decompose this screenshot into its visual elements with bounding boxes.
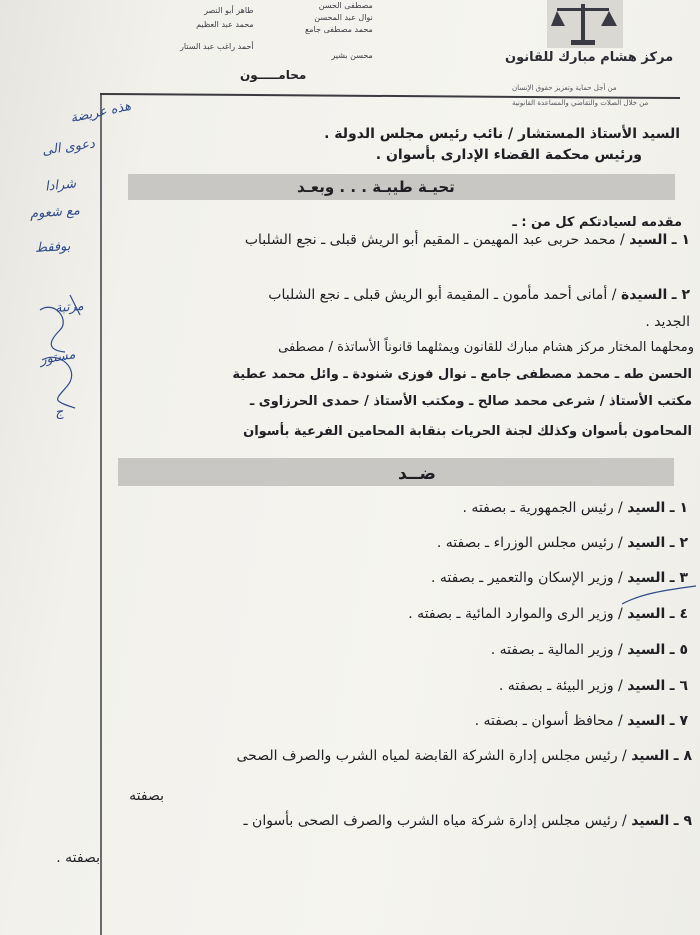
defendant-line bbox=[237, 748, 692, 764]
defendant-continuation: بصفته . bbox=[56, 850, 100, 866]
item-title: السيد bbox=[627, 535, 666, 551]
plaintiff-line bbox=[245, 232, 690, 248]
item-title: السيد bbox=[627, 606, 666, 622]
plaintiff-continuation: الجديد . bbox=[645, 314, 690, 330]
plaintiff-line bbox=[268, 287, 690, 303]
item-title: السيدة bbox=[620, 287, 668, 303]
item-text: / محافظ أسوان ـ بصفته . bbox=[474, 713, 623, 729]
org-tagline-1: من أجل حماية وتعزيز حقوق الإنسان bbox=[512, 84, 617, 92]
item-text: / رئيس مجلس الوزراء ـ بصفته . bbox=[436, 535, 623, 551]
item-title: السيد bbox=[631, 813, 670, 829]
item-text: / أمانى أحمد مأمون ـ المقيمة أبو الريش قبلى ـ نجع الشلباب bbox=[268, 287, 617, 303]
defendant-line bbox=[437, 535, 688, 551]
margin-note: ج bbox=[54, 404, 65, 421]
item-text: / رئيس مجلس إدارة الشركة القابضة لمياه الشرب والصرف الصحى bbox=[236, 748, 627, 764]
item-text: / رئيس مجلس إدارة شركة مياه الشرب والصرف الصحى بأسوان ـ bbox=[243, 813, 627, 829]
handwriting-scribble-icon bbox=[30, 290, 100, 420]
defendant-line bbox=[463, 500, 688, 516]
plaintiffs-heading: مقدمه لسيادتكم كل من : ـ bbox=[512, 215, 682, 230]
item-text: / وزير الإسكان والتعمير ـ بصفته . bbox=[430, 570, 623, 586]
addressee-line-2: ورئيس محكمة القضاء الإدارى بأسوان . bbox=[375, 147, 642, 163]
item-text: / وزير المالية ـ بصفته . bbox=[490, 642, 623, 658]
lawyer-name: محمد عبد العظيم bbox=[196, 20, 254, 29]
lawyer-name: نوال عبد المحسن bbox=[314, 13, 373, 22]
defendant-line bbox=[491, 642, 688, 658]
item-title: السيد bbox=[627, 570, 666, 586]
lawyer-name: أحمد راغب عبد الستار bbox=[180, 42, 254, 51]
representation-line: الحسن طه ـ محمد مصطفى جامع ـ نوال فوزى شنودة ـ وائل محمد عطية bbox=[232, 367, 692, 382]
item-number: ١ ـ bbox=[669, 500, 688, 516]
lawyer-name: مصطفى الحسن bbox=[318, 1, 373, 10]
item-text: / وزير البيئة ـ بصفته . bbox=[498, 678, 623, 694]
item-title: السيد bbox=[631, 748, 670, 764]
margin-note: دعوى الى bbox=[41, 136, 96, 159]
item-number: ٤ ـ bbox=[669, 606, 688, 622]
against-band bbox=[118, 458, 674, 486]
greeting: تحيـة طيبـة . . . وبعـد bbox=[297, 178, 455, 196]
lawyer-name: محمد مصطفى جامع bbox=[305, 25, 373, 34]
header-divider bbox=[100, 93, 680, 99]
defendant-continuation: بصفته bbox=[129, 788, 164, 804]
defendant-line bbox=[499, 678, 688, 694]
defendant-line bbox=[243, 813, 692, 829]
margin-note: هذه عريضة bbox=[69, 98, 133, 127]
item-number: ٧ ـ bbox=[669, 713, 688, 729]
representation-line: ومحلهما المختار مركز هشام مبارك للقانون ويمثلهما قانوناً الأساتذة / مصطفى bbox=[278, 340, 694, 355]
margin-note: بوفقط bbox=[34, 239, 71, 256]
lawyers-col1 bbox=[180, 4, 254, 54]
item-number: ٦ ـ bbox=[669, 678, 688, 694]
lawyer-name: محسن بشير bbox=[331, 51, 373, 60]
item-number: ٩ ـ bbox=[673, 813, 692, 829]
item-number: ٢ ـ bbox=[669, 535, 688, 551]
item-number: ٣ ـ bbox=[669, 570, 688, 586]
item-title: السيد bbox=[627, 642, 666, 658]
pen-mark-icon bbox=[620, 582, 700, 612]
item-title: السيد bbox=[627, 713, 666, 729]
against-label: ضــد bbox=[398, 464, 436, 484]
lawyers-label: محامـــــون bbox=[240, 68, 307, 82]
item-text: / محمد حربى عبد المهيمن ـ المقيم أبو الريش قبلى ـ نجع الشلباب bbox=[244, 232, 625, 248]
item-title: السيد bbox=[627, 678, 666, 694]
margin-note: مرتبة bbox=[54, 298, 85, 317]
item-number: ٥ ـ bbox=[669, 642, 688, 658]
item-text: / رئيس الجمهورية ـ بصفته . bbox=[462, 500, 623, 516]
item-number: ٢ ـ bbox=[671, 287, 690, 303]
org-name: مركز هشام مبارك للقانون bbox=[505, 50, 674, 65]
lawyer-name: طاهر أبو النصر bbox=[204, 6, 254, 15]
item-number: ١ ـ bbox=[671, 232, 690, 248]
margin-note: شرادا bbox=[44, 176, 77, 195]
margin-line bbox=[100, 95, 102, 935]
org-tagline-2: من خلال الصلات والتقاضي والمساعدة القانونية bbox=[512, 99, 649, 107]
lawyers-col2 bbox=[305, 0, 373, 62]
margin-note: مع شعوم bbox=[29, 203, 81, 222]
item-number: ٨ ـ bbox=[673, 748, 692, 764]
margin-note: مستور bbox=[38, 347, 77, 368]
item-title: السيد bbox=[627, 500, 666, 516]
item-title: السيد bbox=[629, 232, 668, 248]
scales-logo-icon bbox=[545, 0, 625, 50]
item-text: / وزير الرى والموارد المائية ـ بصفته . bbox=[408, 606, 623, 622]
defendant-line bbox=[475, 713, 688, 729]
representation-line: المحامون بأسوان وكذلك لجنة الحريات بنقابة المحامين الفرعية بأسوان bbox=[243, 424, 692, 439]
addressee-line-1: السيد الأستاذ المستشار / نائب رئيس مجلس الدولة . bbox=[324, 126, 680, 142]
representation-line: مكتب الأستاذ / شرعى محمد صالح ـ ومكتب الأستاذ / حمدى الحرزاوى ـ bbox=[249, 394, 692, 409]
